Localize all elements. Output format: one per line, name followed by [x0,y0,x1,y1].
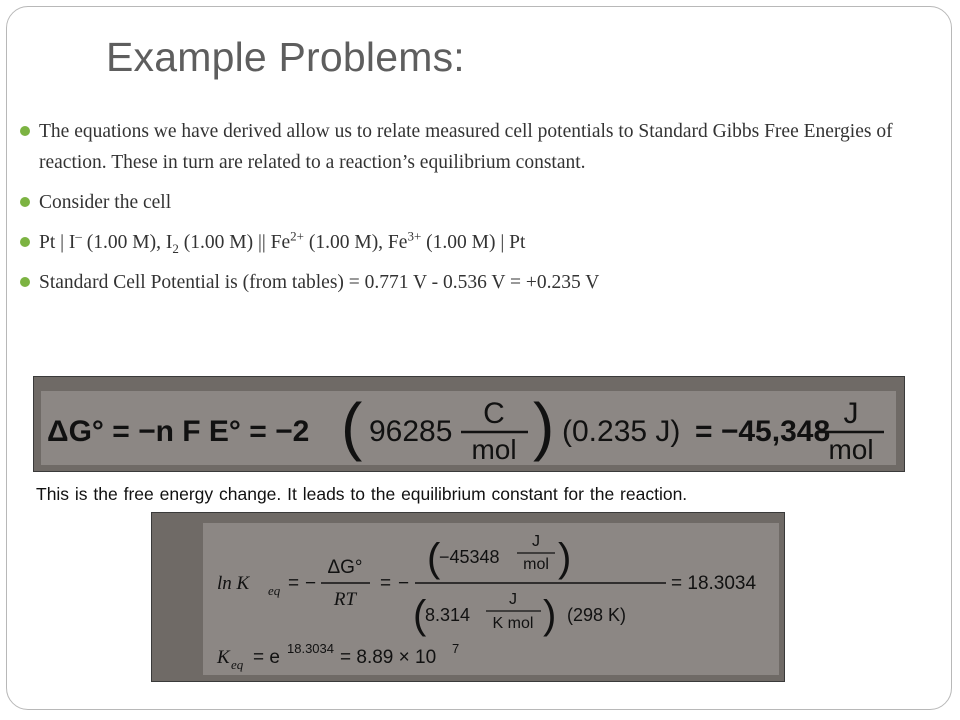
bullet-intro: The equations we have derived allow us to relate measured cell potentials to Standard Gibbs Free Energies of reaction. These in turn are related to a reaction’s equilibrium constant. [20,116,900,178]
eq1-result-unit-num: J [843,397,859,430]
cell-part-b: (1.00 M), I [81,232,173,253]
bullet-standard-potential: Standard Cell Potential is (from tables) = 0.771 V - 0.536 V = +0.235 V [20,267,900,298]
eq2-ln-k: ln K [217,573,250,594]
eq2-rt: RT [333,589,357,610]
eq2-k-power: 7 [452,641,460,656]
eq2-equals-1: = [288,573,300,594]
eq2-k-result: = 8.89 × 10 [340,647,437,668]
eq1-result: = −45,348 [695,415,831,448]
eq2-k-rhs: = e [253,647,280,668]
eq2-den-unit-den: K mol [492,615,534,632]
eq2-den-temp: (298 K) [567,605,627,625]
fe2-charge: 2+ [290,228,304,244]
equation-equilibrium-panel [203,523,779,675]
iodine-subscript: 2 [172,240,179,256]
bullet-cell-notation [20,227,900,258]
eq2-den-unit-num: J [509,591,517,608]
cell-part-e: (1.00 M) | Pt [421,232,526,253]
equation-free-energy-panel [41,391,896,465]
eq2-delta-g: ΔG° [327,557,363,578]
eq2-num-paren-close: ) [558,536,572,580]
eq2-minus-1: − [305,573,317,594]
eq2-den-paren-close: ) [543,593,557,637]
cell-part-c: (1.00 M) || Fe [178,232,291,253]
eq2-num-unit-num: J [532,533,540,550]
cell-part-a: Pt | I [39,232,76,253]
eq1-unit-num: C [483,397,505,430]
slide-title: Example Problems: [106,34,465,80]
bullet-list [20,116,900,307]
eq2-equals-2: = [380,573,392,594]
caption: This is the free energy change. It leads to the equilibrium constant for the reaction. [36,484,688,504]
eq1-value: 96285 [369,415,453,448]
equation-equilibrium [203,523,779,675]
eq1-lhs: ΔG° = −n F E° = −2 [47,415,310,448]
eq1-voltage: (0.235 J) [562,415,681,448]
eq1-result-unit-den: mol [828,434,874,465]
eq2-num-value: −45348 [439,547,500,567]
bullet-consider: Consider the cell [20,187,900,218]
equation-equilibrium-box [151,512,785,682]
eq2-minus-2: − [398,573,410,594]
cell-part-d: (1.00 M), Fe [303,232,408,253]
eq1-paren-close: ) [533,391,555,462]
eq2-den-paren-open: ( [413,593,427,637]
eq1-unit-den: mol [471,434,517,465]
eq2-k-subscript: eq [231,657,244,672]
iodide-charge: – [75,228,82,244]
equation-free-energy [41,391,896,465]
eq2-num-unit-den: mol [523,556,549,573]
eq2-num-paren-open: ( [427,536,441,580]
eq2-exponent: 18.3034 [287,641,334,656]
fe3-charge: 3+ [407,228,422,244]
eq2-den-value: 8.314 [425,605,471,625]
eq2-k: K [217,647,230,668]
eq2-result: = 18.3034 [671,573,757,594]
eq2-ln-k-subscript: eq [268,583,281,598]
eq1-paren-open: ( [341,391,363,462]
equation-free-energy-box [33,376,905,472]
